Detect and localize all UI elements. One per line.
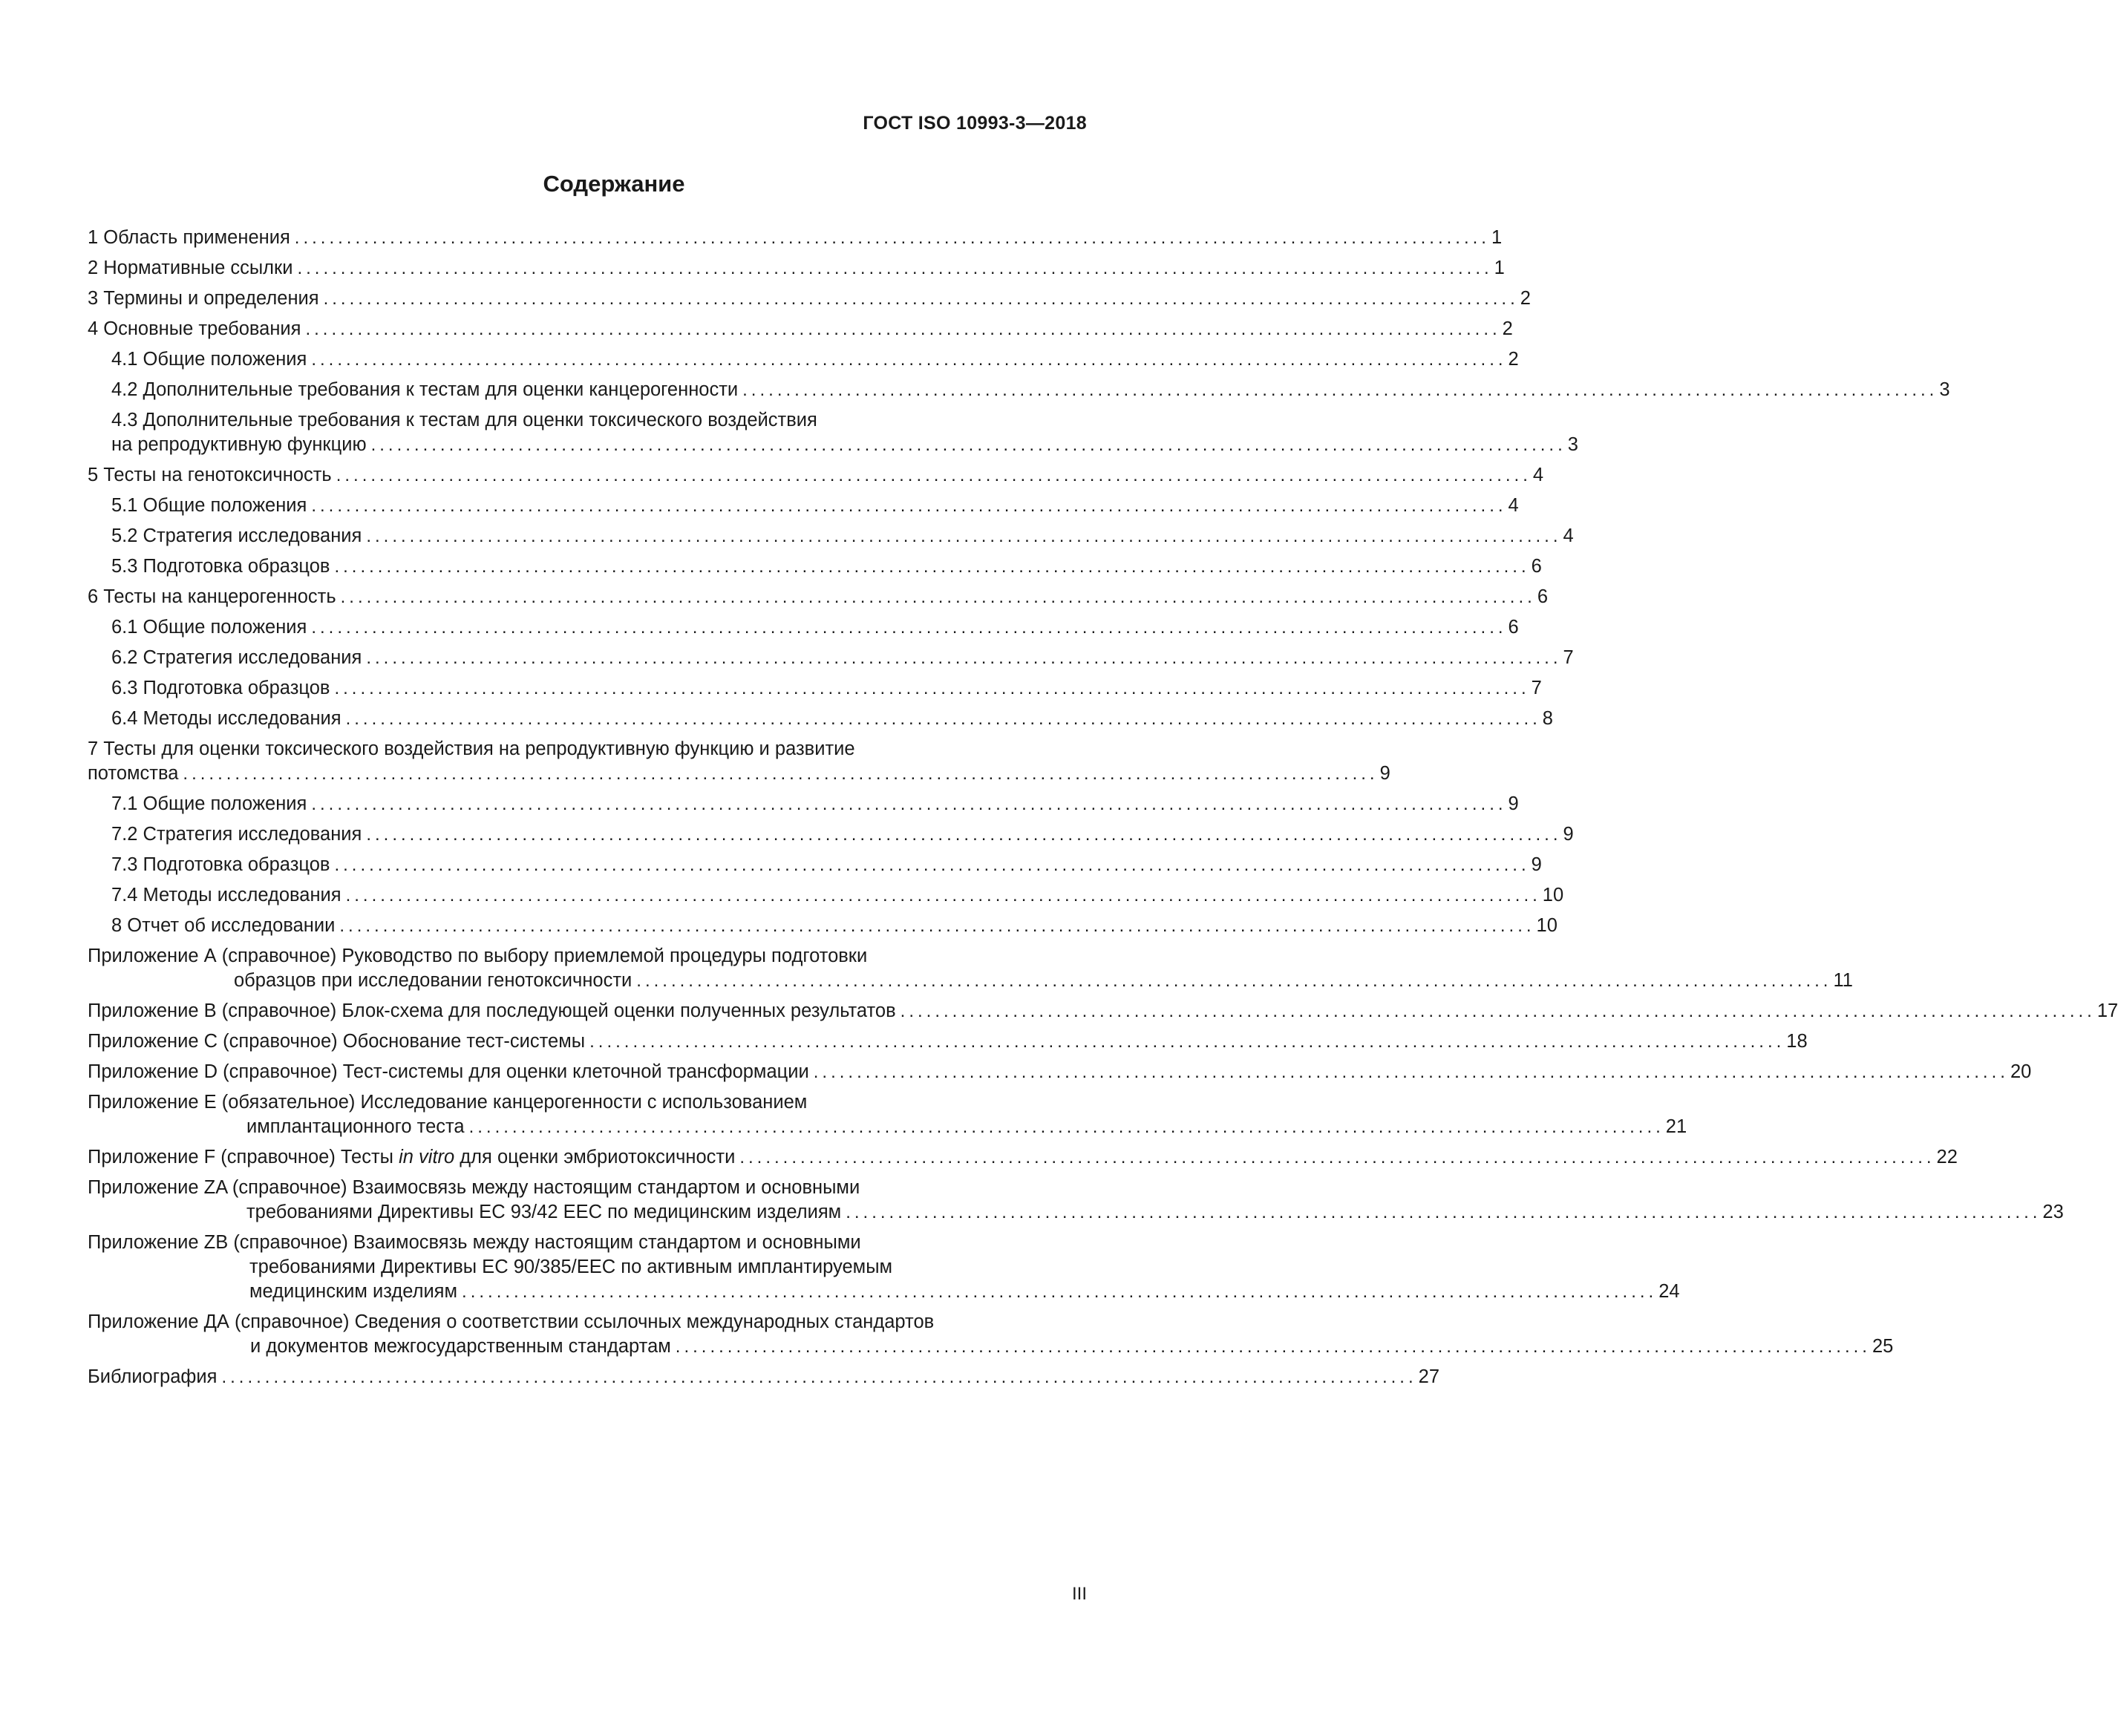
toc-entry-page: 4 xyxy=(1532,465,1544,485)
toc-entry-4-3[interactable] xyxy=(88,408,1578,457)
toc-entry-page: 23 xyxy=(2042,1202,2064,1222)
toc-entry-page: 8 xyxy=(1542,708,1553,729)
dot-leader: .......................................................................................................................................... xyxy=(900,1001,2096,1021)
toc-entry-text: 5 Тесты на генотоксичность xyxy=(88,465,332,485)
dot-leader: .......................................................................................................................................... xyxy=(334,557,1530,577)
toc-entry-text: 8 Отчет об исследовании xyxy=(111,915,336,936)
dot-leader: .......................................................................................................................................... xyxy=(183,764,1379,784)
toc-entry-4-2[interactable] xyxy=(88,378,1950,402)
toc-entry-text-line1: Приложение Е (обязательное) Исследование канцерогенности с использованием xyxy=(88,1092,808,1113)
toc-entry-appendix-a[interactable] xyxy=(88,944,1853,993)
toc-entry-page: 3 xyxy=(1939,379,1950,400)
toc-entry-8[interactable] xyxy=(88,914,1558,938)
toc-entry-text: 5.3 Подготовка образцов xyxy=(111,556,330,577)
dot-leader: .......................................................................................................................................... xyxy=(739,1147,1935,1167)
toc-entry-6-2[interactable] xyxy=(88,646,1574,670)
toc-entry-text-before: Приложение F (справочное) Тесты xyxy=(88,1147,399,1167)
dot-leader: .......................................................................................................................................... xyxy=(366,648,1562,668)
toc-entry-page: 11 xyxy=(1833,970,1853,991)
toc-entry-page: 3 xyxy=(1567,434,1578,455)
toc-entry-page: 22 xyxy=(1936,1147,1958,1167)
toc-entry-text: 6 Тесты на канцерогенность xyxy=(88,586,336,607)
toc-entry-text-line1: 7 Тесты для оценки токсического воздействия на репродуктивную функцию и развитие xyxy=(88,738,855,759)
toc-entry-text-line1: Приложение ZA (справочное) Взаимосвязь между настоящим стандартом и основными xyxy=(88,1177,860,1198)
toc-entry-text: 6.2 Стратегия исследования xyxy=(111,647,362,668)
toc-entry-page: 10 xyxy=(1536,915,1558,936)
toc-entry-7-3[interactable] xyxy=(88,853,1542,877)
toc-entry-6-4[interactable] xyxy=(88,707,1553,731)
toc-entry-4-1[interactable] xyxy=(88,347,1519,372)
toc-entry-text-italic: in vitro xyxy=(399,1147,455,1167)
dot-leader: .......................................................................................................................................... xyxy=(221,1367,1417,1387)
toc-entry-page: 7 xyxy=(1563,647,1574,668)
dot-leader: .......................................................................................................................................... xyxy=(370,435,1566,455)
dot-leader: .......................................................................................................................................... xyxy=(311,350,1507,370)
toc-entry-3[interactable] xyxy=(88,286,1531,311)
toc-entry-page: 4 xyxy=(1508,495,1519,516)
toc-entry-text: Приложение С (справочное) Обоснование тест-системы xyxy=(88,1031,586,1052)
toc-entry-page: 2 xyxy=(1508,349,1519,370)
toc-entry-text-line2: требованиями Директивы ЕС 90/385/ЕЕС по активным имплантируемым xyxy=(249,1257,893,1277)
toc-entry-text-line1: 4.3 Дополнительные требования к тестам для оценки токсического воздействия xyxy=(111,410,817,430)
dot-leader: .......................................................................................................................................... xyxy=(813,1062,2009,1082)
toc-entry-text-line2: требованиями Директивы ЕС 93/42 ЕЕС по медицинским изделиям xyxy=(246,1202,842,1222)
toc-entry-2[interactable] xyxy=(88,256,1505,281)
toc-entry-page: 17 xyxy=(2096,1000,2118,1021)
dot-leader: .......................................................................................................................................... xyxy=(366,825,1562,845)
toc-entry-page: 21 xyxy=(1665,1116,1687,1137)
toc-entry-appendix-zb[interactable] xyxy=(88,1231,1680,1304)
toc-entry-text: Библиография xyxy=(88,1366,218,1387)
toc-entry-text: 7.3 Подготовка образцов xyxy=(111,854,330,875)
toc-entry-text: Приложение D (справочное) Тест-системы для оценки клеточной трансформации xyxy=(88,1061,809,1082)
dot-leader: .......................................................................................................................................... xyxy=(345,885,1541,905)
toc-entry-text-line1: Приложение ДА (справочное) Сведения о соответствии ссылочных международных стандартов xyxy=(88,1311,935,1332)
dot-leader: .......................................................................................................................................... xyxy=(345,709,1541,729)
toc-entry-text-line3: медицинским изделиям xyxy=(249,1281,458,1302)
toc-entry-page: 2 xyxy=(1520,288,1531,309)
toc-entry-page: 9 xyxy=(1508,793,1519,814)
toc-entry-page: 2 xyxy=(1502,318,1513,339)
toc-entry-page: 9 xyxy=(1531,854,1542,875)
dot-leader: .......................................................................................................................................... xyxy=(846,1202,2042,1222)
table-of-contents xyxy=(88,226,2118,1395)
toc-entry-page: 6 xyxy=(1508,617,1519,638)
toc-entry-page: 6 xyxy=(1537,586,1548,607)
dot-leader: .......................................................................................................................................... xyxy=(742,380,1938,400)
toc-entry-text: 7.2 Стратегия исследования xyxy=(111,824,362,845)
toc-entry-text: 6.3 Подготовка образцов xyxy=(111,678,330,698)
toc-entry-appendix-c[interactable] xyxy=(88,1029,1808,1054)
toc-entry-text-after: для оценки эмбриотоксичности xyxy=(454,1147,736,1167)
toc-entry-5-2[interactable] xyxy=(88,524,1574,548)
toc-entry-appendix-e[interactable] xyxy=(88,1090,1687,1139)
toc-entry-page: 4 xyxy=(1563,525,1574,546)
toc-entry-7-4[interactable] xyxy=(88,883,1564,908)
dot-leader: .......................................................................................................................................... xyxy=(636,971,1832,991)
toc-entry-page: 20 xyxy=(2010,1061,2032,1082)
toc-entry-text-line2: потомства xyxy=(88,763,179,784)
dot-leader: .......................................................................................................................................... xyxy=(336,465,1532,485)
toc-entry-text: 1 Область применения xyxy=(88,227,290,248)
toc-entry-text-line2: образцов при исследовании генотоксичности xyxy=(234,970,633,991)
toc-entry-text: 3 Термины и определения xyxy=(88,288,319,309)
toc-entry-text: 4 Основные требования xyxy=(88,318,301,339)
toc-entry-appendix-d[interactable] xyxy=(88,1060,2032,1084)
toc-entry-6-3[interactable] xyxy=(88,676,1542,701)
toc-entry-text: 7.4 Методы исследования xyxy=(111,885,341,905)
dot-leader: .......................................................................................................................................... xyxy=(323,289,1519,309)
toc-entry-5-1[interactable] xyxy=(88,494,1519,518)
toc-entry-page: 10 xyxy=(1542,885,1564,905)
dot-leader: .......................................................................................................................................... xyxy=(311,794,1507,814)
toc-entry-page: 27 xyxy=(1418,1366,1440,1387)
toc-entry-5-3[interactable] xyxy=(88,554,1542,579)
dot-leader: .......................................................................................................................................... xyxy=(305,319,1501,339)
toc-entry-7[interactable] xyxy=(88,737,1390,786)
toc-entry-text: Приложение В (справочное) Блок-схема для последующей оценки полученных результатов xyxy=(88,1000,896,1021)
dot-leader: .......................................................................................................................................... xyxy=(297,258,1493,278)
toc-entry-text: 5.1 Общие положения xyxy=(111,495,307,516)
dot-leader: .......................................................................................................................................... xyxy=(339,916,1535,936)
toc-entry-page: 1 xyxy=(1491,227,1503,248)
dot-leader: .......................................................................................................................................... xyxy=(468,1117,1664,1137)
toc-entry-text-line2: на репродуктивную функцию xyxy=(111,434,367,455)
toc-entry-text: 5.2 Стратегия исследования xyxy=(111,525,362,546)
toc-entry-text: 4.1 Общие положения xyxy=(111,349,307,370)
toc-entry-text: 6.4 Методы исследования xyxy=(111,708,341,729)
toc-entry-1[interactable] xyxy=(88,226,1503,250)
dot-leader: .......................................................................................................................................... xyxy=(366,526,1562,546)
toc-entry-6-1[interactable] xyxy=(88,615,1519,640)
dot-leader: .......................................................................................................................................... xyxy=(334,855,1530,875)
toc-entry-5[interactable] xyxy=(88,463,1544,488)
dot-leader: .......................................................................................................................................... xyxy=(334,678,1530,698)
toc-entry-7-2[interactable] xyxy=(88,822,1574,847)
toc-entry-text-line1: Приложение А (справочное) Руководство по выбору приемлемой процедуры подготовки xyxy=(88,946,868,966)
dot-leader: .......................................................................................................................................... xyxy=(589,1032,1785,1052)
toc-entry-6[interactable] xyxy=(88,585,1548,609)
toc-entry-text xyxy=(88,1145,735,1170)
toc-entry-text-line2: и документов межгосударственным стандартам xyxy=(250,1336,671,1357)
toc-entry-page: 24 xyxy=(1658,1281,1680,1302)
page-number: III xyxy=(1071,1584,1087,1604)
dot-leader: .......................................................................................................................................... xyxy=(294,228,1490,248)
toc-entry-appendix-f[interactable] xyxy=(88,1145,1958,1170)
toc-entry-text: 2 Нормативные ссылки xyxy=(88,258,293,278)
document-id: ГОСТ ISO 10993-3—2018 xyxy=(863,113,1087,134)
page-title: Содержание xyxy=(543,171,685,197)
toc-entry-page: 9 xyxy=(1563,824,1574,845)
toc-entry-appendix-da[interactable] xyxy=(88,1310,1894,1359)
toc-entry-text: 7.1 Общие положения xyxy=(111,793,307,814)
toc-entry-7-1[interactable] xyxy=(88,792,1519,816)
toc-entry-page: 18 xyxy=(1786,1031,1808,1052)
dot-leader: .......................................................................................................................................... xyxy=(311,496,1507,516)
toc-entry-appendix-b[interactable] xyxy=(88,999,2118,1023)
dot-leader: .......................................................................................................................................... xyxy=(340,587,1536,607)
toc-entry-bibliography[interactable] xyxy=(88,1365,1440,1389)
toc-entry-text: 6.1 Общие положения xyxy=(111,617,307,638)
dot-leader: .......................................................................................................................................... xyxy=(675,1337,1871,1357)
toc-entry-text: 4.2 Дополнительные требования к тестам для оценки канцерогенности xyxy=(111,379,739,400)
toc-entry-4[interactable] xyxy=(88,317,1513,341)
toc-entry-page: 7 xyxy=(1531,678,1542,698)
toc-entry-appendix-za[interactable] xyxy=(88,1176,2064,1225)
toc-entry-page: 1 xyxy=(1494,258,1505,278)
toc-entry-page: 25 xyxy=(1872,1336,1894,1357)
toc-entry-page: 9 xyxy=(1379,763,1390,784)
toc-entry-text-line1: Приложение ZB (справочное) Взаимосвязь между настоящим стандартом и основными xyxy=(88,1232,861,1253)
dot-leader: .......................................................................................................................................... xyxy=(462,1282,1658,1302)
toc-entry-page: 6 xyxy=(1531,556,1542,577)
toc-entry-text-line2: имплантационного теста xyxy=(246,1116,465,1137)
dot-leader: .......................................................................................................................................... xyxy=(311,618,1507,638)
